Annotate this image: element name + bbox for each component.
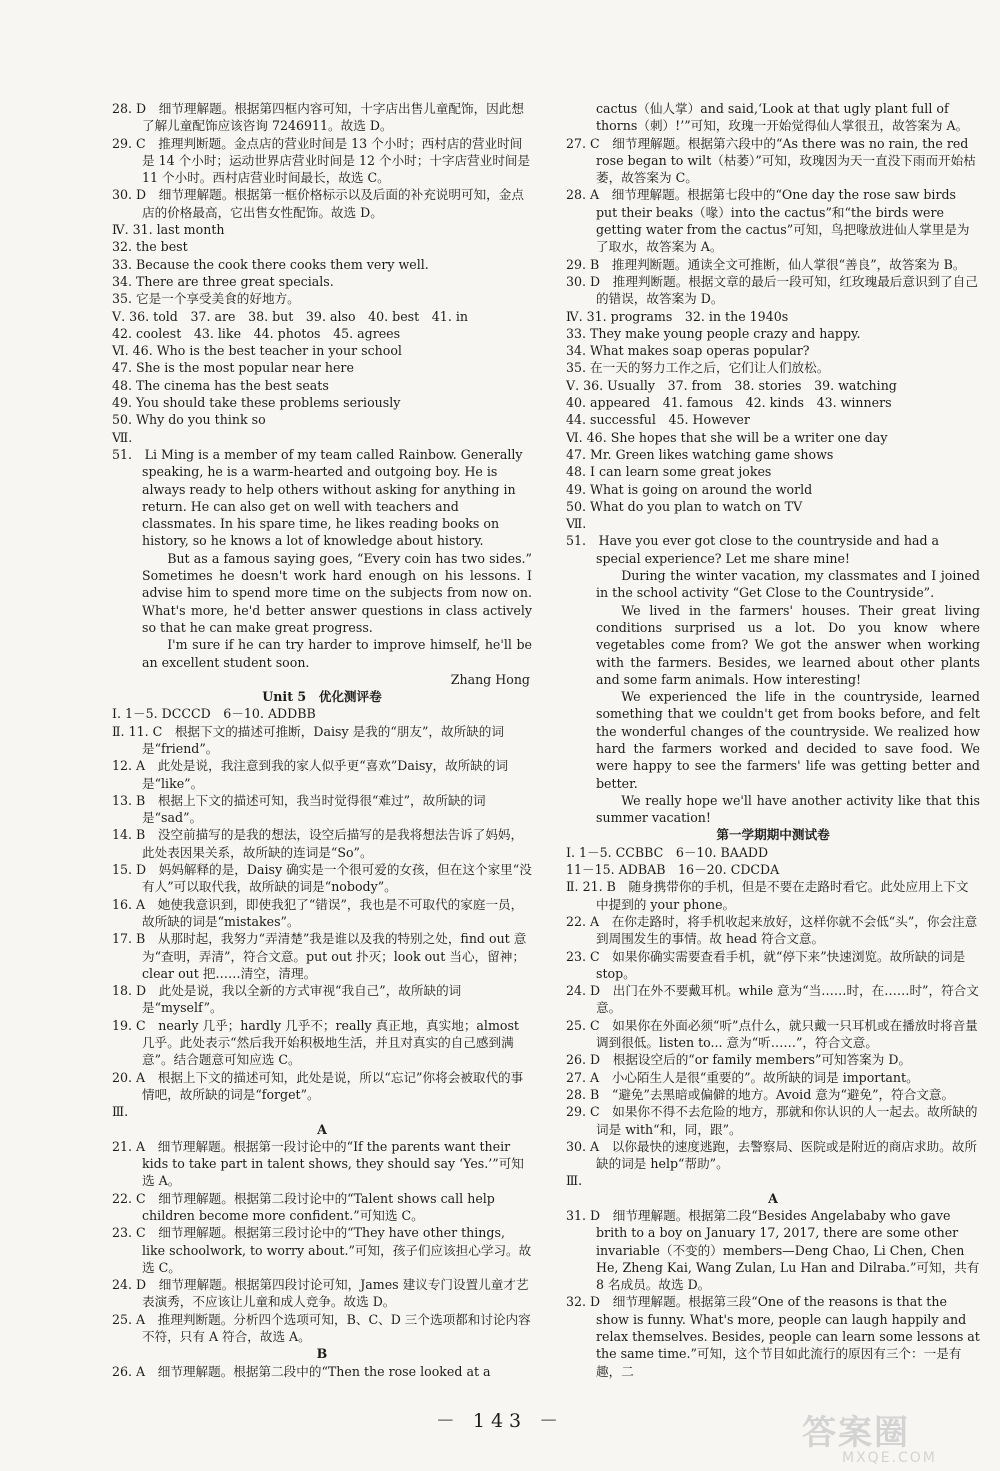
answer-line: 29. C 推理判断题。金点店的营业时间是 13 个小时；西村店的营业时间是 14 个小时；运动世界店营业时间是 12 个小时；十字店营业时间是 11 个小时。西村店营业时间最长，故选 C。 bbox=[112, 135, 531, 186]
watermark-text: 答案圈 bbox=[802, 1413, 910, 1453]
answer-line: 42. coolest 43. like 44. photos 45. agrees bbox=[112, 325, 401, 341]
answer-line: 16. A 她使我意识到，即使我犯了“错误”，我也是不可取代的家庭一员，故所缺的词是“mistakes”。 bbox=[112, 896, 524, 929]
answer-line: During the winter vacation, my classmates and I joined in the school activity “Get Close to the Countryside”. bbox=[596, 568, 980, 601]
answer-line: Ⅰ. 1－5. CCBBC 6－10. BAADD bbox=[566, 844, 769, 860]
answer-line: Ⅳ. 31. last month bbox=[112, 222, 225, 238]
answer-line: 20. A 根据上下文的描述可知，此处是说，所以“忘记”你将会被取代的事情吧，故所缺的词是“forget”。 bbox=[112, 1069, 524, 1102]
answer-line: A bbox=[768, 1190, 778, 1206]
answer-line: 47. Mr. Green likes watching game shows bbox=[566, 446, 834, 462]
answer-line: 22. A 在你走路时，将手机收起来放好，这样你就不会低“头”，你会注意到周围发生的事情。故 head 符合文意。 bbox=[566, 913, 978, 947]
answer-line: 51. Have you ever got close to the countryside and had a special experience? Let me share mine! bbox=[566, 533, 940, 566]
answer-line: Unit 5 优化测评卷 bbox=[262, 689, 382, 705]
answer-line: 27. A 小心陌生人是很“重要的”。故所缺的词是 important。 bbox=[566, 1069, 919, 1085]
answer-line: 30. A 以你最快的速度逃跑，去警察局、医院或是附近的商店求助。故所缺的词是 help“帮助”。 bbox=[566, 1138, 977, 1172]
answer-line: We experienced the life in the countryside, learned something that we couldn't get from books before, and felt the wonderful changes of the countryside. We realized how hard the farmers worked and decided to save food. We were happy to see the farmers' life was getting better and better. bbox=[596, 689, 980, 791]
answer-line: 33. They make young people crazy and happy. bbox=[566, 325, 861, 341]
answer-line: 21. A 细节理解题。根据第一段讨论中的“If the parents want their kids to take part in talent shows, they should say ‘Yes.’”可知选 A。 bbox=[112, 1138, 524, 1189]
answer-line: 30. D 细节理解题。根据第一框价格标示以及后面的补充说明可知，金点店的价格最高，它出售女性配饰。故选 D。 bbox=[112, 187, 524, 220]
answer-line: We really hope we'll have another activity like that this summer vacation! bbox=[596, 792, 980, 826]
right-column bbox=[566, 100, 980, 1380]
answer-line: B bbox=[316, 1346, 328, 1362]
answer-line: 第一学期期中测试卷 bbox=[716, 827, 830, 843]
answer-line: 35. 在一天的努力工作之后，它们让人们放松。 bbox=[566, 360, 830, 376]
answer-line: Ⅲ. bbox=[112, 1104, 129, 1120]
answer-line: 24. D 细节理解题。根据第四段讨论可知，James 建议专门设置儿童才艺表演秀，不应该让儿童和成人竞争。故选 D。 bbox=[112, 1277, 529, 1310]
answer-line: cactus（仙人掌）and said,‘Look at that ugly plant full of thorns（刺）!’”可知，玫瑰一开始觉得仙人掌很丑，故答案为 A。 bbox=[596, 101, 969, 134]
answer-line: 28. A 细节理解题。根据第七段中的“One day the rose saw birds put their beaks（喙）into the cactus”和“the birds were getting water from the cactus”可知，鸟把喙放进仙人掌里是为了取水，故答案为 A。 bbox=[566, 187, 970, 255]
answer-line: Ⅱ. 11. C 根据下文的描述可推断，Daisy 是我的“朋友”，故所缺的词是“friend”。 bbox=[112, 723, 504, 756]
answer-line: 49. What is going on around the world bbox=[566, 481, 813, 497]
watermark-site: MXQE.COM bbox=[842, 1450, 937, 1466]
answer-line: 28. B “避免”去黑暗或偏僻的地方。Avoid 意为“避免”，符合文意。 bbox=[566, 1086, 955, 1102]
answer-line: Ⅵ. 46. She hopes that she will be a writer one day bbox=[566, 429, 888, 445]
answer-line: 13. B 根据上下文的描述可知，我当时觉得很“难过”，故所缺的词是“sad”。 bbox=[112, 792, 486, 826]
answer-line: We lived in the farmers' houses. Their great living conditions surprised us a lot. Do you know where vegetables come from? We got the answer when working with the farmers. Besides, we learned about other plants and some farm animals. How interesting! bbox=[596, 602, 980, 687]
answer-line: 15. D 妈妈解释的是，Daisy 确实是一个很可爱的女孩，但在这个家里“没有人”可以取代我，故所缺的词是“nobody”。 bbox=[112, 862, 532, 895]
answer-line: 25. C 如果你在外面必须“听”点什么，就只戴一只耳机或在播放时将音量调到很低。listen to... 意为“听……”，符合文意。 bbox=[566, 1017, 978, 1051]
answer-line: Ⅰ. 1－5. DCCCD 6－10. ADDBB bbox=[112, 706, 316, 722]
answer-line: 11－15. ADBAB 16－20. CDCDA bbox=[566, 862, 780, 878]
answer-line: 19. C nearly 几乎；hardly 几乎不；really 真正地，真实地；almost 几乎。此处表示“然后我开始积极地生活，并且对真实的自己感到满意”。结合题意可知应选 C。 bbox=[112, 1017, 519, 1068]
page-number: － 143 － bbox=[435, 1410, 565, 1432]
answer-line: 23. C 如果你确实需要查看手机，就“停下来”快速浏览。故所缺的词是 stop。 bbox=[566, 948, 966, 981]
answer-line: 47. She is the most popular near here bbox=[112, 360, 354, 376]
answer-line: 32. the best bbox=[112, 239, 188, 255]
answer-line: Ⅶ. bbox=[566, 516, 587, 532]
answer-line: 25. A 推理判断题。分析四个选项可知，B、C、D 三个选项都和讨论内容不符，只有 A 符合，故选 A。 bbox=[112, 1311, 531, 1345]
answer-line: Ⅲ. bbox=[566, 1173, 583, 1189]
answer-line: 34. There are three great specials. bbox=[112, 273, 334, 289]
answer-line: Ⅶ. bbox=[112, 429, 133, 445]
answer-line: 22. C 细节理解题。根据第二段讨论中的“Talent shows call help children become more confident.”可知选 C。 bbox=[112, 1190, 495, 1223]
answer-line: 23. C 细节理解题。根据第三段讨论中的“They have other things, like schoolwork, to worry about.”可知，孩子们应该担心学习。故选 C。 bbox=[112, 1225, 532, 1275]
answer-line: 27. C 细节理解题。根据第六段中的“As there was no rain, the red rose began to wilt（枯萎）”可知，玫瑰因为天一直没下雨而开始枯萎，故答案为 C。 bbox=[566, 135, 976, 186]
answer-line: Ⅱ. 21. B 随身携带你的手机，但是不要在走路时看它。此处应用上下文中提到的 your phone。 bbox=[566, 879, 969, 912]
answer-line: 35. 它是一个享受美食的好地方。 bbox=[112, 291, 300, 307]
answer-line: 44. successful 45. However bbox=[566, 412, 750, 428]
answer-line: 49. You should take these problems seriously bbox=[112, 395, 401, 411]
watermark-logo bbox=[802, 1415, 992, 1467]
answer-line: 40. appeared 41. famous 42. kinds 43. winners bbox=[566, 395, 892, 411]
answer-line: 24. D 出门在外不要戴耳机。while 意为“当……时，在……时”，符合文意。 bbox=[566, 983, 979, 1016]
answer-line: 50. Why do you think so bbox=[112, 412, 266, 428]
answer-line: 33. Because the cook there cooks them very well. bbox=[112, 256, 429, 272]
answer-line: But as a famous saying goes, “Every coin has two sides.” Sometimes he doesn't work hard enough on his lessons. I advise him to spend more time on the subjects from now on. What's more, he'd better answer questions in class actively so that he can make great progress. bbox=[142, 550, 532, 635]
answer-line: 32. D 细节理解题。根据第三段“One of the reasons is that the show is funny. What's more, people can laugh happily and relax themselves. Besides, people can learn some lessons at the same time.”可知，这个节目如此流行的原因有三个：一是有趣，二 bbox=[566, 1294, 980, 1379]
answer-line: Ⅴ. 36. Usually 37. from 38. stories 39. watching bbox=[566, 377, 897, 393]
answer-line: Ⅳ. 31. programs 32. in the 1940s bbox=[566, 308, 789, 324]
answer-line: 48. I can learn some great jokes bbox=[566, 464, 772, 480]
answer-line: 12. A 此处是说，我注意到我的家人似乎更“喜欢”Daisy，故所缺的词是“like”。 bbox=[112, 758, 509, 791]
answer-line: A bbox=[317, 1121, 327, 1137]
answer-line: I'm sure if he can try harder to improve himself, he'll be an excellent student soon. bbox=[142, 637, 532, 670]
answer-line: 34. What makes soap operas popular? bbox=[566, 343, 810, 359]
answer-line: 30. D 推理判断题。根据文章的最后一段可知，红玫瑰最后意识到了自己的错误，故答案为 D。 bbox=[566, 273, 978, 307]
answer-line: Zhang Hong bbox=[450, 671, 530, 687]
answer-line: 26. A 细节理解题。根据第二段中的“Then the rose looked at a bbox=[112, 1363, 491, 1379]
answer-line: Ⅴ. 36. told 37. are 38. but 39. also 40. best 41. in bbox=[112, 308, 468, 324]
answer-line: 18. D 此处是说，我以全新的方式审视“我自己”，故所缺的词是“myself”。 bbox=[112, 983, 462, 1016]
answer-line: Ⅵ. 46. Who is the best teacher in your school bbox=[112, 343, 402, 359]
answer-line: 29. B 推理判断题。通读全文可推断，仙人掌很“善良”，故答案为 B。 bbox=[566, 256, 966, 272]
answer-line: 51. Li Ming is a member of my team called Rainbow. Generally speaking, he is a warm-hearted and outgoing boy. He is always ready to help others without asking for anything in return. He can also get on well with teachers and classmates. In his spare time, he likes reading books on history, so he knows a lot of knowledge about history. bbox=[112, 446, 523, 549]
answer-line: 50. What do you plan to watch on TV bbox=[566, 498, 803, 514]
answer-line: 28. D 细节理解题。根据第四框内容可知，十字店出售儿童配饰，因此想了解儿童配饰应该咨询 7246911。故选 D。 bbox=[112, 101, 524, 134]
answer-line: 31. D 细节理解题。根据第二段“Besides Angelababy who gave brith to a boy on January 17, 2017, there are some other invariable（不变的）members—Deng Chao, Li Chen, Chen He, Zheng Kai, Wang Zulan, Lu Han and Dilraba.”可知，共有 8 名成员。故选 D。 bbox=[566, 1208, 980, 1293]
answer-line: 26. D 根据设空后的“or family members”可知答案为 D。 bbox=[566, 1052, 912, 1068]
answer-line: 29. C 如果你不得不去危险的地方，那就和你认识的人一起去。故所缺的词是 with“和，同，跟”。 bbox=[566, 1104, 978, 1137]
answer-line: 17. B 从那时起，我努力“弄清楚”我是谁以及我的特别之处，find out 意为“查明，弄清”，符合文意。put out 扑灭；look out 当心，留神；clear out 把……清空，清理。 bbox=[112, 931, 527, 981]
answer-line: 48. The cinema has the best seats bbox=[112, 377, 329, 393]
answer-line: 14. B 没空前描写的是我的想法，设空后描写的是我将想法告诉了妈妈，此处表因果关系，故所缺的连词是“So”。 bbox=[112, 827, 524, 860]
left-column bbox=[112, 100, 532, 1380]
